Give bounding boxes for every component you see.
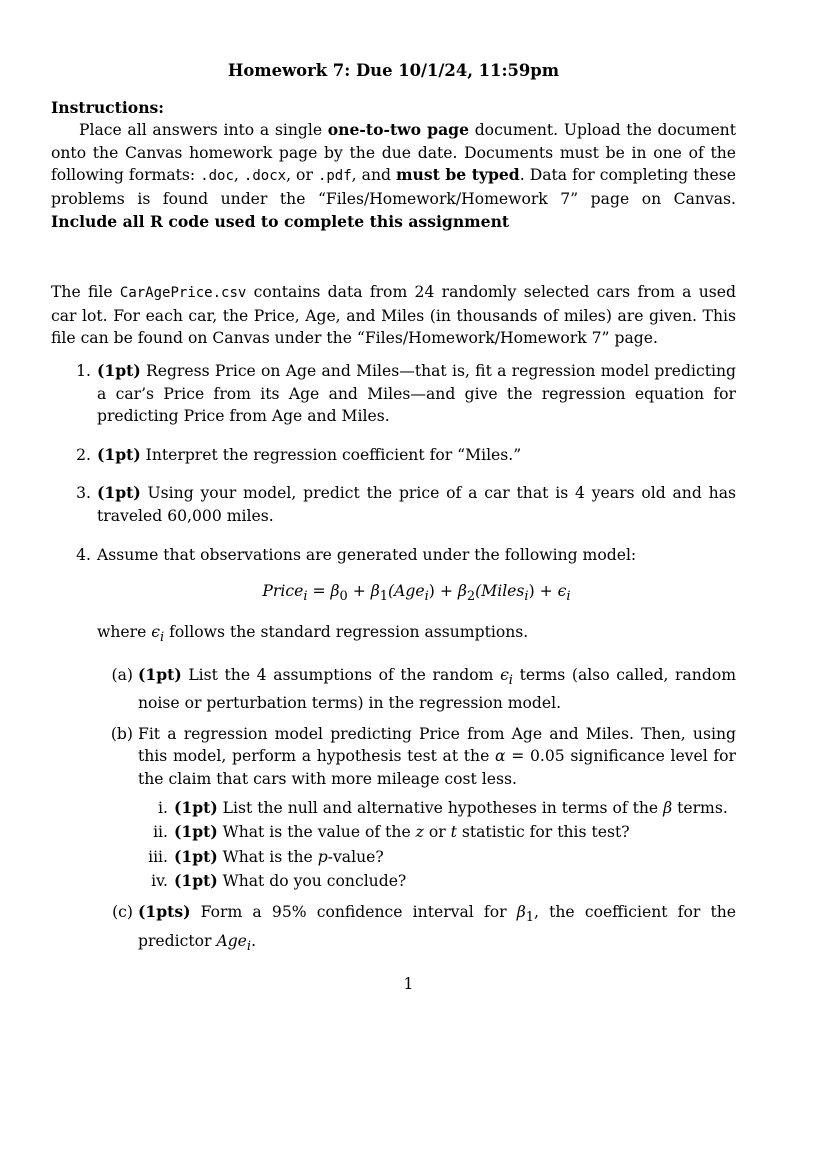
question-4b-parts — [138, 797, 736, 893]
question-4-parts — [97, 664, 736, 959]
intro-paragraph: The file CarAgePrice.csv contains data from 24 randomly selected cars from a used car lot. For each car, the Price, Age, and Miles (in thousands of miles) are given. This file can be found on Canvas under the “Files/Homework/Homework 7” page. — [51, 283, 736, 348]
file-name: CarAgePrice.csv — [119, 285, 247, 302]
question-list — [51, 360, 736, 958]
where-line: where $\epsilon_i$ follows the standard regression assumptions. — [97, 622, 529, 645]
question-2: 2. (1pt) Interpret the regression coefficient for “Miles.” — [76, 444, 522, 464]
question-3: 3. (1pt) Using your model, predict the price of a car that is 4 years old and has traveled 60,000 miles. — [76, 483, 736, 525]
question-4b-iii: iii. (1pt) What is the p-value? — [148, 846, 384, 866]
question-4a: (a) (1pt) List the 4 assumptions of the random $\epsilon_i$ terms (also called, random noise or perturbation terms) in the regression model. — [111, 664, 736, 713]
question-4b-ii: ii. (1pt) What is the value of the z or t statistic for this test? — [153, 822, 630, 842]
regression-equation: Price$_i$ = $\beta_0 + \beta_1(Age_i)$ + $\beta_2(Miles_i) + \epsilon_i$ — [262, 582, 571, 605]
question-4b-iv: iv. (1pt) What do you conclude? — [151, 871, 407, 891]
page-number: 1 — [403, 975, 414, 993]
question-4: 4. Assume that observations are generated under the following model: Price$_i$ = $\beta_0 + \beta_1(Age_i)$ + $\beta_2(Miles_i) + \epsilon_i$ where $\epsilon_i$ follows the standard regression assumptions. (a) (1pt) List the 4 assumptions of the random $\epsilon_i$ terms (also called, random noise or perturbation terms) in the regression model. (b) Fit a regression model predicting Price from Age and Miles. Then, using this model, perform a hypothesis test at the α = 0.05 significance level for the claim that cars with more mileage cost less. i. (1pt) List the null and alternative hypotheses in terms of the β terms. ii. (1pt) What is the value of the z or t statistic for this test? iii. (1pt) What is the p-value? iv. (1pt) What do you conclude? (c) (1pts) Form a 95% confidence interval for $\beta_1$, the coefficient for the predictor Age$_i$. — [51, 544, 736, 959]
question-4b-i: i. (1pt) List the null and alternative hypotheses in terms of the β terms. — [158, 797, 728, 817]
page-title: Homework 7: Due 10/1/24, 11:59pm — [227, 61, 560, 80]
document-page — [51, 60, 736, 974]
question-4c: (c) (1pts) Form a 95% confidence interval for $\beta_1$, the coefficient for the predictor Age$_i$. — [112, 901, 736, 954]
instructions-paragraph: Place all answers into a single one-to-two page document. Upload the document onto the Canvas homework page by the due date. Documents must be in one of the following formats: .doc, .docx, or .pdf, and must be typed. Data for completing these problems is found under the “Files/Homework/Homework 7” page on Canvas. Include all R code used to complete this assignment — [51, 120, 736, 231]
question-4b: (b) Fit a regression model predicting Price from Age and Miles. Then, using this model, perform a hypothesis test at the α = 0.05 significance level for the claim that cars with more mileage cost less. i. (1pt) List the null and alternative hypotheses in terms of the β terms. ii. (1pt) What is the value of the z or t statistic for this test? iii. (1pt) What is the p-value? iv. (1pt) What do you conclude? — [97, 723, 736, 893]
question-1: 1. (1pt) Regress Price on Age and Miles—that is, fit a regression model predicting a car’s Price from its Age and Miles—and give the regression equation for predicting Price from Age and Miles. — [76, 360, 736, 426]
instructions-heading: Instructions: — [51, 97, 165, 117]
